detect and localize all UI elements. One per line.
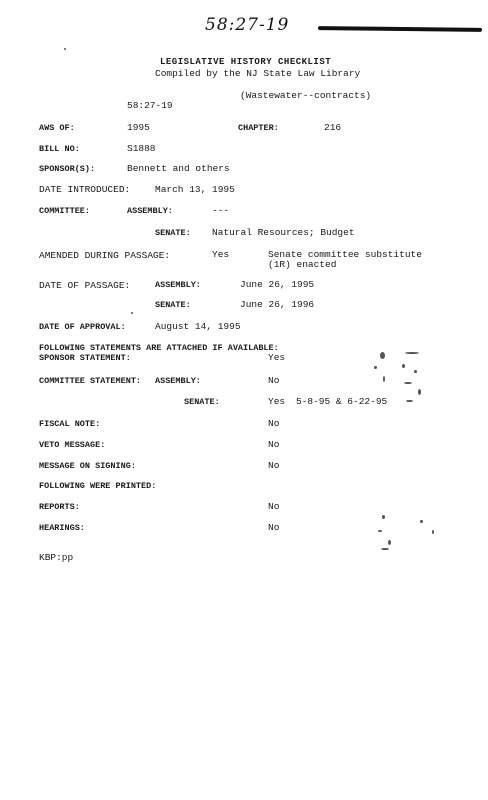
footer-initials: KBP:pp (39, 552, 74, 563)
committee-senate-value: Natural Resources; Budget (212, 227, 355, 238)
fiscal-note-label: FISCAL NOTE: (39, 419, 101, 429)
amended-label: AMENDED DURING PASSAGE: (39, 250, 171, 261)
passage-assembly-value: June 26, 1995 (240, 279, 315, 290)
date-of-approval-label: DATE OF APPROVAL: (39, 322, 126, 332)
committee-label: COMMITTEE: (39, 206, 91, 216)
chapter-value: 216 (324, 122, 342, 133)
document-subtitle: Compiled by the NJ State Law Library (155, 68, 361, 79)
fiscal-note-value: No (268, 418, 280, 429)
reports-value: No (268, 501, 280, 512)
handwritten-number: 58:27-19 (205, 15, 290, 35)
committee-statement-assembly-label: ASSEMBLY: (155, 376, 201, 386)
date-introduced-label: DATE INTRODUCED: (39, 184, 131, 195)
amended-value: Yes (212, 249, 230, 260)
sponsor-statement-label: SPONSOR STATEMENT: (39, 353, 131, 363)
veto-message-value: No (268, 439, 280, 450)
amended-note-1: Senate committee substitute (268, 249, 422, 260)
bill-no-label: BILL NO: (39, 144, 80, 154)
committee-senate-label: SENATE: (155, 228, 191, 238)
hearings-value: No (268, 522, 280, 533)
committee-statement-senate-dates: 5-8-95 & 6-22-95 (296, 396, 388, 407)
committee-statement-senate-value: Yes (268, 396, 286, 407)
committee-statement-assembly-value: No (268, 375, 280, 386)
passage-assembly-label: ASSEMBLY: (155, 280, 201, 290)
statements-heading: FOLLOWING STATEMENTS ARE ATTACHED IF AVAILABLE: (39, 343, 279, 353)
statute-number: 58:27-19 (127, 100, 173, 111)
message-on-signing-value: No (268, 460, 280, 471)
laws-of-value: 1995 (127, 122, 150, 133)
passage-senate-value: June 26, 1996 (240, 299, 315, 310)
amended-note-2: (1R) enacted (268, 259, 337, 270)
date-of-passage-label: DATE OF PASSAGE: (39, 280, 131, 291)
passage-senate-label: SENATE: (155, 300, 191, 310)
committee-statement-senate-label: SENATE: (184, 397, 220, 407)
reports-label: REPORTS: (39, 502, 80, 512)
pen-stroke (318, 26, 482, 32)
bill-no-value: S1888 (127, 143, 156, 154)
date-introduced-value: March 13, 1995 (155, 184, 235, 195)
committee-statement-label: COMMITTEE STATEMENT: (39, 376, 142, 386)
committee-assembly-value: --- (212, 205, 230, 216)
committee-assembly-label: ASSEMBLY: (127, 206, 173, 216)
message-on-signing-label: MESSAGE ON SIGNING: (39, 461, 136, 471)
date-of-approval-value: August 14, 1995 (155, 321, 241, 332)
document-title: LEGISLATIVE HISTORY CHECKLIST (160, 57, 332, 67)
printed-heading: FOLLOWING WERE PRINTED: (39, 481, 157, 491)
sponsors-value: Bennett and others (127, 163, 230, 174)
subject-line: (Wastewater--contracts) (240, 90, 372, 101)
hearings-label: HEARINGS: (39, 523, 85, 533)
laws-of-label: AWS OF: (39, 123, 75, 133)
sponsor-statement-value: Yes (268, 352, 286, 363)
veto-message-label: VETO MESSAGE: (39, 440, 106, 450)
sponsors-label: SPONSOR(S): (39, 164, 96, 174)
chapter-label: CHAPTER: (238, 123, 279, 133)
